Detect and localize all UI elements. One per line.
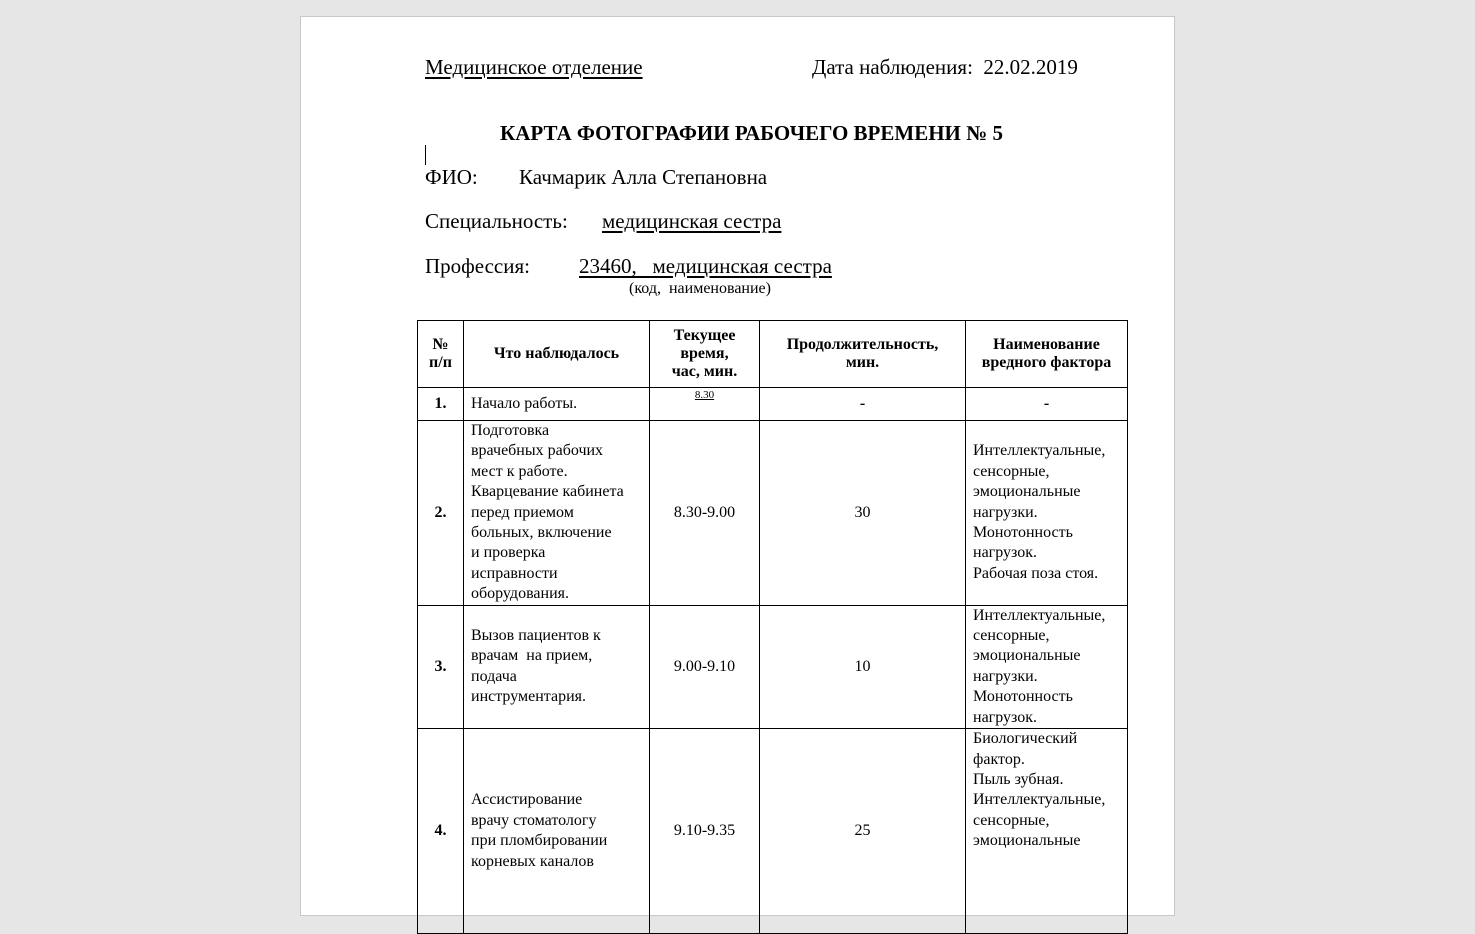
text-cursor	[425, 145, 426, 165]
table-header-row	[418, 321, 1128, 388]
specialty-value: медицинская сестра	[602, 209, 782, 233]
row-what: Подготовка врачебных рабочих мест к работе. Кварцевание кабинета перед приемом больных, включение и проверка исправности оборудования.	[464, 421, 650, 606]
row-time: 9.00-9.10	[650, 605, 760, 728]
row-harm: Интеллектуальные, сенсорные, эмоциональные нагрузки. Монотонность нагрузок.	[966, 605, 1128, 728]
header-what: Что наблюдалось	[464, 321, 650, 388]
table-row	[418, 421, 1128, 606]
header-time: Текущее время, час, мин.	[650, 321, 760, 388]
row-duration: -	[760, 388, 966, 421]
row-duration: 30	[760, 421, 966, 606]
date-label: Дата наблюдения:	[812, 55, 973, 79]
table-row	[418, 605, 1128, 728]
table-row	[418, 729, 1128, 934]
row-what: Начало работы.	[464, 388, 650, 421]
row-harm: Интеллектуальные, сенсорные, эмоциональные нагрузки. Монотонность нагрузок. Рабочая поза стоя.	[966, 421, 1128, 606]
header-harm: Наименование вредного фактора	[966, 321, 1128, 388]
row-harm: Биологический фактор. Пыль зубная. Интеллектуальные, сенсорные, эмоциональные	[966, 729, 1128, 934]
fio-value: Качмарик Алла Степановна	[519, 165, 768, 189]
work-time-table	[417, 320, 1128, 934]
row-what: Ассистирование врачу стоматологу при пломбировании корневых каналов	[464, 729, 650, 934]
fio-label: ФИО:	[425, 165, 478, 189]
row-time: 8.30	[650, 388, 760, 421]
row-what: Вызов пациентов к врачам на прием, подача инструментария.	[464, 605, 650, 728]
header-duration: Продолжительность, мин.	[760, 321, 966, 388]
row-duration: 25	[760, 729, 966, 934]
specialty-label: Специальность:	[425, 209, 568, 233]
department-name: Медицинское отделение	[425, 55, 643, 79]
table-row	[418, 388, 1128, 421]
document-title: КАРТА ФОТОГРАФИИ РАБОЧЕГО ВРЕМЕНИ № 5	[500, 121, 1003, 145]
header-num: № п/п	[418, 321, 464, 388]
row-time: 9.10-9.35	[650, 729, 760, 934]
row-num: 3.	[418, 605, 464, 728]
row-time: 8.30-9.00	[650, 421, 760, 606]
document-page[interactable]	[300, 16, 1175, 916]
observation-date	[812, 55, 1078, 80]
row-harm: -	[966, 388, 1128, 421]
row-num: 2.	[418, 421, 464, 606]
profession-value: 23460, медицинская сестра	[579, 254, 832, 278]
profession-hint: (код, наименование)	[629, 280, 771, 297]
row-duration: 10	[760, 605, 966, 728]
row-num: 1.	[418, 388, 464, 421]
date-value: 22.02.2019	[983, 55, 1078, 79]
profession-label: Профессия:	[425, 254, 530, 278]
row-num: 4.	[418, 729, 464, 934]
